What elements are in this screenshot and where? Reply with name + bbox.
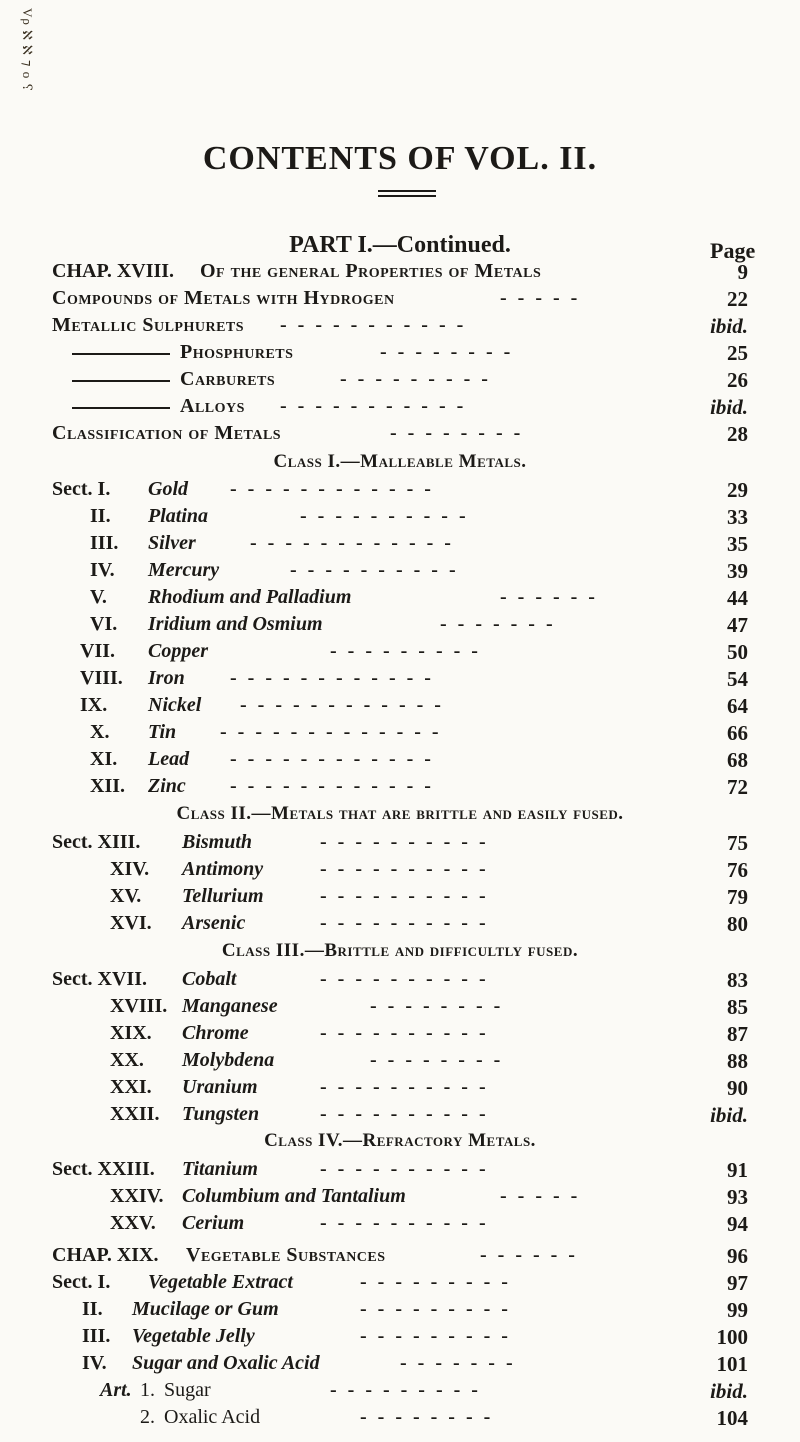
toc-entry — [0, 775, 800, 805]
section-number: IV. — [82, 1352, 107, 1374]
toc-entry — [0, 478, 800, 508]
entry-title: Iridium and Osmium — [148, 613, 323, 635]
section-number: XI. — [90, 748, 118, 770]
toc-entry — [0, 831, 800, 861]
entry-title: Alloys — [180, 395, 245, 417]
entry-title: Metallic Sulphurets — [52, 314, 245, 336]
toc-entry — [0, 341, 800, 371]
leader-dots: ---------- — [320, 885, 497, 907]
section-number: XVIII. — [110, 995, 168, 1017]
entry-title: Copper — [148, 640, 208, 662]
section-number: IV. — [90, 559, 115, 581]
toc-entry — [0, 1325, 800, 1355]
entry-page: 99 — [727, 1298, 748, 1322]
chapter-number: CHAP. XVIII. — [52, 260, 175, 282]
section-number: V. — [90, 586, 107, 608]
entry-page: 39 — [727, 559, 748, 583]
toc-entry-chapter-18 — [0, 260, 800, 290]
margin-library-marks: Vρ ℵ ℵ ⁊ ᴏ ⸮ — [20, 8, 35, 92]
entry-title: Sugar and Oxalic Acid — [132, 1352, 320, 1374]
entry-title: Iron — [148, 667, 185, 689]
entry-title: Carburets — [180, 368, 276, 390]
toc-entry — [0, 885, 800, 915]
entry-title: Tellurium — [182, 885, 264, 907]
toc-entry — [0, 640, 800, 670]
entry-title: Rhodium and Palladium — [148, 586, 352, 608]
entry-title: Mercury — [148, 559, 220, 581]
entry-title: Nickel — [148, 694, 202, 716]
section-number: Sect. XXIII. — [52, 1158, 155, 1180]
entry-page: 9 — [737, 260, 748, 284]
toc-entry-chapter-19 — [0, 1244, 800, 1274]
entry-page: 76 — [727, 858, 748, 882]
entry-title: Of the general Properties of Metals — [200, 260, 542, 282]
toc-entry — [0, 858, 800, 888]
entry-title: Uranium — [182, 1076, 258, 1098]
title-rule-bottom — [378, 195, 436, 197]
entry-page: ibid. — [710, 1103, 748, 1127]
entry-page: 85 — [727, 995, 748, 1019]
section-number: VI. — [90, 613, 118, 635]
page-title: CONTENTS OF VOL. II. — [202, 140, 598, 177]
toc-entry — [0, 586, 800, 616]
section-number: VIII. — [80, 667, 123, 689]
toc-entry — [0, 613, 800, 643]
entry-title: Platina — [148, 505, 209, 527]
class-3-heading: Class III.—Brittle and difficultly fused. — [221, 940, 579, 961]
toc-entry — [0, 1271, 800, 1301]
entry-title: Vegetable Jelly — [132, 1325, 255, 1347]
leader-dots: ------------ — [230, 748, 442, 770]
entry-page: 80 — [727, 912, 748, 936]
leader-dots: --------- — [330, 640, 489, 662]
entry-title: Lead — [148, 748, 190, 770]
section-number: Sect. XVII. — [52, 968, 147, 990]
entry-title: Chrome — [182, 1022, 249, 1044]
entry-title: Classification of Metals — [52, 422, 282, 444]
entry-page: 90 — [727, 1076, 748, 1100]
class-2-heading: Class II.—Metals that are brittle and easily fused. — [176, 803, 624, 824]
leader-dots: --------- — [330, 1379, 489, 1401]
entry-page: 47 — [727, 613, 748, 637]
entry-title: Vegetable Substances — [186, 1244, 386, 1266]
entry-page: 94 — [727, 1212, 748, 1236]
leader-dots: ---------- — [320, 1076, 497, 1098]
leader-dots: ------------- — [220, 721, 450, 743]
entry-title: Cerium — [182, 1212, 245, 1234]
toc-entry — [0, 1022, 800, 1052]
entry-page: 88 — [727, 1049, 748, 1073]
toc-entry — [0, 1212, 800, 1242]
entry-title: Titanium — [182, 1158, 258, 1180]
leader-dots: --------- — [360, 1325, 519, 1347]
toc-entry — [0, 1185, 800, 1215]
leader-dots: ----------- — [280, 395, 475, 417]
section-number: Sect. XIII. — [52, 831, 141, 853]
entry-page: 75 — [727, 831, 748, 855]
article-number: 1. — [140, 1379, 155, 1401]
entry-page: 93 — [727, 1185, 748, 1209]
entry-title: Zinc — [148, 775, 186, 797]
entry-page: 91 — [727, 1158, 748, 1182]
entry-title: Columbium and Tantalium — [182, 1185, 406, 1207]
leader-dots: -------- — [380, 341, 522, 363]
leader-dots: ---------- — [320, 1158, 497, 1180]
entry-page: 83 — [727, 968, 748, 992]
section-number: XII. — [90, 775, 126, 797]
toc-entry — [0, 1352, 800, 1382]
entry-page: 25 — [727, 341, 748, 365]
section-number: Sect. I. — [52, 478, 111, 500]
leader-dots: ------------ — [250, 532, 462, 554]
toc-entry — [0, 748, 800, 778]
leader-dots: --------- — [360, 1271, 519, 1293]
entry-page: 54 — [727, 667, 748, 691]
entry-title: Cobalt — [182, 968, 237, 990]
toc-entry — [0, 1379, 800, 1409]
leader-dots: ---------- — [290, 559, 467, 581]
entry-title: Tin — [148, 721, 177, 743]
toc-entry — [0, 505, 800, 535]
toc-entry — [0, 314, 800, 344]
entry-title: Oxalic Acid — [164, 1406, 261, 1428]
entry-page: 100 — [716, 1325, 748, 1349]
leader-dots: -------- — [390, 422, 532, 444]
entry-page: 87 — [727, 1022, 748, 1046]
class-1-heading: Class I.—Malleable Metals. — [273, 451, 527, 472]
leader-dots: ----- — [500, 1185, 589, 1207]
entry-title: Gold — [148, 478, 188, 500]
part-heading: PART I.—Continued. — [289, 232, 511, 258]
entry-page: ibid. — [710, 395, 748, 419]
section-number: III. — [90, 532, 119, 554]
section-number: II. — [82, 1298, 103, 1320]
toc-entry — [0, 422, 800, 452]
entry-page: 26 — [727, 368, 748, 392]
section-number: XIV. — [110, 858, 150, 880]
entry-page: 104 — [716, 1406, 748, 1430]
leader-dots: ------ — [480, 1244, 586, 1266]
toc-entry — [0, 1298, 800, 1328]
entry-page: 50 — [727, 640, 748, 664]
toc-entry — [0, 1076, 800, 1106]
section-number: XXIV. — [110, 1185, 164, 1207]
leader-dots: ------- — [400, 1352, 524, 1374]
leader-dots: ----------- — [280, 314, 475, 336]
title-rule-top — [378, 190, 436, 192]
leader-dots: ---------- — [320, 1022, 497, 1044]
leader-dots: ---------- — [320, 1103, 497, 1125]
toc-entry — [0, 1049, 800, 1079]
toc-entry — [0, 721, 800, 751]
toc-entry — [0, 1103, 800, 1133]
section-number: XXII. — [110, 1103, 160, 1125]
entry-page: 68 — [727, 748, 748, 772]
ditto-dash — [72, 407, 170, 409]
entry-page: 101 — [716, 1352, 748, 1376]
section-number: XXI. — [110, 1076, 152, 1098]
leader-dots: -------- — [360, 1406, 502, 1428]
leader-dots: ------- — [440, 613, 564, 635]
entry-title: Sugar — [164, 1379, 211, 1401]
toc-entry — [0, 559, 800, 589]
leader-dots: ---------- — [320, 1212, 497, 1234]
leader-dots: ---------- — [320, 912, 497, 934]
entry-title: Tungsten — [182, 1103, 260, 1125]
entry-title: Molybdena — [182, 1049, 275, 1071]
leader-dots: --------- — [340, 368, 499, 390]
leader-dots: --------- — [360, 1298, 519, 1320]
entry-page: 79 — [727, 885, 748, 909]
toc-entry — [0, 395, 800, 425]
entry-page: 72 — [727, 775, 748, 799]
leader-dots: ------------ — [240, 694, 452, 716]
toc-entry — [0, 532, 800, 562]
toc-entry — [0, 968, 800, 998]
entry-title: Arsenic — [182, 912, 246, 934]
section-number: VII. — [80, 640, 116, 662]
section-number: X. — [90, 721, 110, 743]
entry-page: 35 — [727, 532, 748, 556]
ditto-dash — [72, 353, 170, 355]
toc-entry — [0, 1158, 800, 1188]
entry-page: 29 — [727, 478, 748, 502]
section-number: XIX. — [110, 1022, 152, 1044]
toc-entry — [0, 694, 800, 724]
entry-page: 28 — [727, 422, 748, 446]
entry-title: Compounds of Metals with Hydrogen — [52, 287, 395, 309]
entry-page: 96 — [727, 1244, 748, 1268]
section-number: III. — [82, 1325, 111, 1347]
section-number: Sect. I. — [52, 1271, 111, 1293]
entry-page: 33 — [727, 505, 748, 529]
entry-title: Antimony — [182, 858, 264, 880]
toc-entry — [0, 995, 800, 1025]
entry-page: ibid. — [710, 1379, 748, 1403]
toc-entry — [0, 287, 800, 317]
section-number: XX. — [110, 1049, 144, 1071]
entry-title: Silver — [148, 532, 196, 554]
entry-title: Bismuth — [182, 831, 253, 853]
ditto-dash — [72, 380, 170, 382]
entry-title: Vegetable Extract — [148, 1271, 293, 1293]
entry-page: 44 — [727, 586, 748, 610]
section-number: XXV. — [110, 1212, 156, 1234]
toc-entry — [0, 368, 800, 398]
toc-entry — [0, 912, 800, 942]
leader-dots: ---------- — [300, 505, 477, 527]
class-4-heading: Class IV.—Refractory Metals. — [264, 1130, 536, 1151]
entry-page: 66 — [727, 721, 748, 745]
article-number: 2. — [140, 1406, 155, 1428]
leader-dots: ------------ — [230, 478, 442, 500]
leader-dots: ---------- — [320, 968, 497, 990]
section-number: IX. — [80, 694, 108, 716]
leader-dots: ---------- — [320, 858, 497, 880]
toc-entry — [0, 667, 800, 697]
leader-dots: ------ — [500, 586, 606, 608]
entry-page: 22 — [727, 287, 748, 311]
section-number: XV. — [110, 885, 142, 907]
toc-entry — [0, 1406, 800, 1436]
leader-dots: ------------ — [230, 667, 442, 689]
entry-title: Phosphurets — [180, 341, 294, 363]
leader-dots: -------- — [370, 1049, 512, 1071]
leader-dots: -------- — [370, 995, 512, 1017]
leader-dots: ----- — [500, 287, 589, 309]
entry-page: ibid. — [710, 314, 748, 338]
entry-title: Mucilage or Gum — [132, 1298, 279, 1320]
page-column-header: Page — [710, 238, 756, 263]
entry-title: Manganese — [182, 995, 278, 1017]
section-number: XVI. — [110, 912, 152, 934]
leader-dots: ---------- — [320, 831, 497, 853]
entry-page: 97 — [727, 1271, 748, 1295]
article-label: Art. — [100, 1379, 132, 1401]
chapter-number: CHAP. XIX. — [52, 1244, 159, 1266]
leader-dots: ------------ — [230, 775, 442, 797]
entry-page: 64 — [727, 694, 748, 718]
section-number: II. — [90, 505, 111, 527]
